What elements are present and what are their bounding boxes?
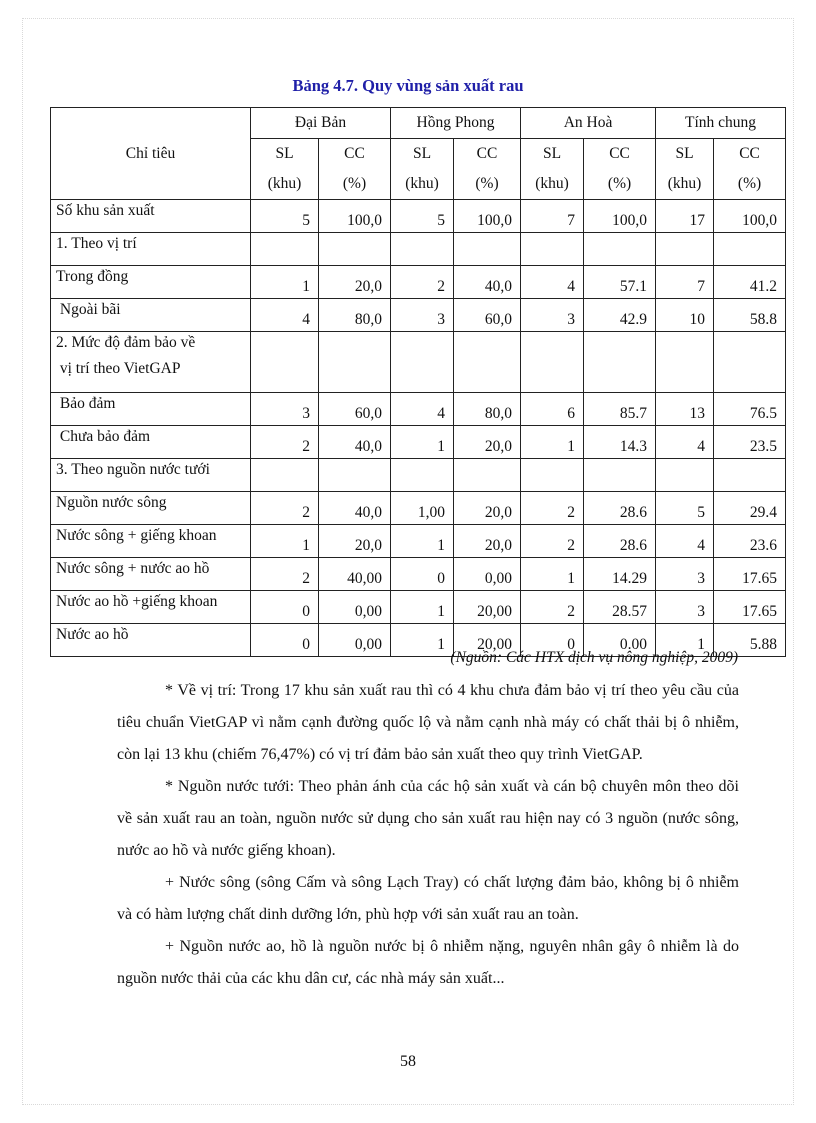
table-row — [51, 525, 786, 558]
table-cell: 20,0 — [454, 525, 521, 558]
table-cell — [521, 332, 584, 393]
table-cell: 57.1 — [584, 266, 656, 299]
table-cell — [656, 233, 714, 266]
table-row — [51, 233, 786, 266]
table-cell: 14.3 — [584, 426, 656, 459]
header-group: Tính chung — [656, 108, 786, 139]
row-label — [51, 393, 251, 426]
table-cell — [319, 332, 391, 393]
table-cell: 13 — [656, 393, 714, 426]
table-cell: 4 — [521, 266, 584, 299]
table-row — [51, 266, 786, 299]
table-cell: 14.29 — [584, 558, 656, 591]
sub-header-bottom: (%) — [607, 175, 632, 192]
table-cell — [251, 332, 319, 393]
table-cell: 2 — [521, 525, 584, 558]
table-cell: 3 — [391, 299, 454, 332]
table-cell: 5 — [391, 200, 454, 233]
table-cell: 100,0 — [714, 200, 786, 233]
table-cell — [714, 332, 786, 393]
table-row — [51, 492, 786, 525]
sub-header-bottom: (%) — [737, 175, 762, 192]
table-cell: 40,0 — [319, 492, 391, 525]
sub-header-top: CC — [609, 145, 630, 162]
table-cell — [391, 332, 454, 393]
table-cell: 28.6 — [584, 492, 656, 525]
sub-header-bottom: (%) — [475, 175, 499, 192]
row-label-line: Nguồn nước sông — [56, 494, 167, 511]
sub-header-top: CC — [476, 145, 498, 162]
table-row — [51, 393, 786, 426]
table-cell: 1 — [391, 624, 454, 657]
row-label — [51, 525, 251, 558]
table-row — [51, 200, 786, 233]
table-cell: 3 — [656, 558, 714, 591]
sub-header-top: SL — [675, 145, 694, 162]
table-cell: 40,0 — [319, 426, 391, 459]
table-cell: 1 — [251, 266, 319, 299]
table-row — [51, 459, 786, 492]
paragraph: + Nguồn nước ao, hồ là nguồn nước bị ô nhiễm nặng, nguyên nhân gây ô nhiễm là do nguồn nước thải của các khu dân cư, các nhà máy sản xuất... — [117, 938, 739, 987]
table-cell — [714, 459, 786, 492]
table-cell: 1 — [391, 591, 454, 624]
table-cell — [391, 459, 454, 492]
table-cell — [391, 233, 454, 266]
table-cell — [584, 233, 656, 266]
sub-header-bottom: (%) — [342, 175, 367, 192]
row-label-line: Nước sông + giếng khoan — [56, 527, 217, 544]
table-cell: 3 — [656, 591, 714, 624]
row-label-line: 3. Theo nguồn nước tưới — [56, 461, 210, 478]
table-cell: 0 — [251, 591, 319, 624]
row-label-line: Nước ao hồ +giếng khoan — [56, 593, 218, 610]
table-cell: 40,0 — [454, 266, 521, 299]
sub-header-bottom: (khu) — [535, 175, 569, 192]
sub-header-bottom: (khu) — [667, 175, 702, 192]
table-cell: 100,0 — [584, 200, 656, 233]
table-cell: 7 — [656, 266, 714, 299]
table-cell: 4 — [391, 393, 454, 426]
row-label-line: Nước ao hồ — [56, 626, 129, 643]
table-cell: 20,0 — [319, 266, 391, 299]
body-text — [117, 675, 739, 995]
table-cell: 41.2 — [714, 266, 786, 299]
page-number: 58 — [400, 1053, 416, 1070]
table-cell: 100,0 — [319, 200, 391, 233]
table-row — [51, 332, 786, 393]
sub-header-sl — [391, 139, 454, 200]
sub-header-cc — [319, 139, 391, 200]
table-cell: 4 — [251, 299, 319, 332]
table-cell: 60,0 — [454, 299, 521, 332]
table-cell: 20,00 — [454, 591, 521, 624]
table-body — [51, 200, 786, 657]
row-label-line: 2. Mức độ đảm bảo về — [56, 334, 196, 351]
table-cell — [584, 332, 656, 393]
table-cell — [521, 233, 584, 266]
sub-header-sl — [656, 139, 714, 200]
header-group: An Hoà — [521, 108, 656, 139]
table-cell: 40,00 — [319, 558, 391, 591]
table-cell: 20,0 — [319, 525, 391, 558]
row-label — [51, 558, 251, 591]
table-row — [51, 426, 786, 459]
table-cell: 2 — [251, 492, 319, 525]
table-cell: 1,00 — [391, 492, 454, 525]
table-cell: 5.88 — [714, 624, 786, 657]
table-cell: 60,0 — [319, 393, 391, 426]
table-cell: 0,00 — [319, 591, 391, 624]
table-cell — [714, 233, 786, 266]
row-label-line: Trong đồng — [56, 268, 129, 285]
table-cell: 1 — [521, 426, 584, 459]
table-cell: 20,0 — [454, 492, 521, 525]
table-cell — [656, 459, 714, 492]
row-label — [51, 332, 251, 393]
table-cell: 2 — [251, 426, 319, 459]
table-cell: 2 — [391, 266, 454, 299]
table-cell — [521, 459, 584, 492]
row-label-line: Ngoài bãi — [56, 301, 121, 318]
table-cell: 1 — [391, 525, 454, 558]
row-label — [51, 624, 251, 657]
table-cell: 42.9 — [584, 299, 656, 332]
row-label-line: Số khu sản xuất — [56, 202, 155, 219]
table-cell: 10 — [656, 299, 714, 332]
sub-header-bottom: (khu) — [405, 175, 439, 192]
header-chi-tieu: Chỉ tiêu — [51, 108, 251, 200]
table-cell: 29.4 — [714, 492, 786, 525]
table-cell: 80,0 — [319, 299, 391, 332]
table-cell: 4 — [656, 525, 714, 558]
table-cell: 1 — [251, 525, 319, 558]
table-cell: 2 — [521, 492, 584, 525]
table-cell: 5 — [251, 200, 319, 233]
sub-header-top: CC — [344, 145, 365, 162]
table-row — [51, 299, 786, 332]
table-cell: 17.65 — [714, 558, 786, 591]
header-group: Hồng Phong — [391, 108, 521, 139]
table-cell: 1 — [391, 426, 454, 459]
row-label — [51, 233, 251, 266]
row-label-line: Nước sông + nước ao hồ — [56, 560, 210, 577]
row-label — [51, 459, 251, 492]
row-label-line: Bảo đảm — [56, 395, 116, 412]
sub-header-top: SL — [412, 145, 432, 162]
row-label-line: Chưa bảo đảm — [56, 428, 151, 445]
row-label — [51, 200, 251, 233]
paragraph: * Nguồn nước tưới: Theo phản ánh của các hộ sản xuất và cán bộ chuyên môn theo dõi về sản xuất rau an toàn, nguồn nước sử dụng cho sản xuất rau hiện nay có 3 nguồn (nước sông, nước ao hồ và nước giếng khoan). — [117, 778, 739, 859]
table-cell: 2 — [251, 558, 319, 591]
table-cell: 3 — [251, 393, 319, 426]
row-label-line: 1. Theo vị trí — [56, 235, 137, 252]
source-note: (Nguồn: Các HTX dịch vụ nông nghiệp, 2009) — [450, 649, 738, 666]
table-cell: 4 — [656, 426, 714, 459]
table-cell: 1 — [521, 558, 584, 591]
sub-header-bottom: (khu) — [267, 175, 302, 192]
sub-header-top: SL — [275, 145, 294, 162]
paragraph: * Về vị trí: Trong 17 khu sản xuất rau thì có 4 khu chưa đảm bảo vị trí theo yêu cầu của tiêu chuẩn VietGAP vì nằm cạnh đường quốc lộ và nằm cạnh nhà máy có chất thải bị ô nhiễm, còn lại 13 khu (chiếm 76,47%) có vị trí đảm bảo sản xuất theo quy trình VietGAP. — [117, 682, 739, 763]
table-cell: 0,00 — [319, 624, 391, 657]
table-cell: 0.00 — [584, 624, 656, 657]
table-cell: 20,00 — [454, 624, 521, 657]
data-table — [50, 107, 786, 657]
table-cell: 0 — [251, 624, 319, 657]
table-cell: 7 — [521, 200, 584, 233]
table-cell — [319, 459, 391, 492]
table-cell: 23.5 — [714, 426, 786, 459]
table-cell: 85.7 — [584, 393, 656, 426]
table-cell — [454, 233, 521, 266]
table-cell — [251, 233, 319, 266]
table-row — [51, 558, 786, 591]
table-cell: 20,0 — [454, 426, 521, 459]
table-cell: 0 — [521, 624, 584, 657]
header-group: Đại Bản — [251, 108, 391, 139]
row-label — [51, 299, 251, 332]
table-cell — [454, 332, 521, 393]
table-title: Bảng 4.7. Quy vùng sản xuất rau — [292, 76, 524, 95]
table-cell: 2 — [521, 591, 584, 624]
sub-header-sl — [521, 139, 584, 200]
table-row — [51, 591, 786, 624]
table-cell: 58.8 — [714, 299, 786, 332]
table-cell: 5 — [656, 492, 714, 525]
table-cell: 28.57 — [584, 591, 656, 624]
table-cell — [319, 233, 391, 266]
table-cell — [656, 332, 714, 393]
table-cell: 76.5 — [714, 393, 786, 426]
table-cell: 3 — [521, 299, 584, 332]
table-cell: 17 — [656, 200, 714, 233]
table-cell — [251, 459, 319, 492]
row-label-line: vị trí theo VietGAP — [56, 360, 181, 377]
table-cell: 0 — [391, 558, 454, 591]
sub-header-cc — [454, 139, 521, 200]
table-cell: 23.6 — [714, 525, 786, 558]
table-cell: 17.65 — [714, 591, 786, 624]
table-cell: 0,00 — [454, 558, 521, 591]
sub-header-top: SL — [542, 145, 562, 162]
table-cell: 28.6 — [584, 525, 656, 558]
sub-header-cc — [584, 139, 656, 200]
table-cell: 80,0 — [454, 393, 521, 426]
paragraph: + Nước sông (sông Cấm và sông Lạch Tray) có chất lượng đảm bảo, không bị ô nhiễm và có hàm lượng chất dinh dưỡng lớn, phù hợp với sản xuất rau an toàn. — [117, 874, 739, 923]
sub-header-cc — [714, 139, 786, 200]
table-cell: 100,0 — [454, 200, 521, 233]
row-label — [51, 426, 251, 459]
table-cell: 1 — [656, 624, 714, 657]
table-cell — [584, 459, 656, 492]
table-cell: 6 — [521, 393, 584, 426]
sub-header-top: CC — [739, 145, 760, 162]
table-cell — [454, 459, 521, 492]
sub-header-sl — [251, 139, 319, 200]
row-label — [51, 266, 251, 299]
row-label — [51, 492, 251, 525]
row-label — [51, 591, 251, 624]
